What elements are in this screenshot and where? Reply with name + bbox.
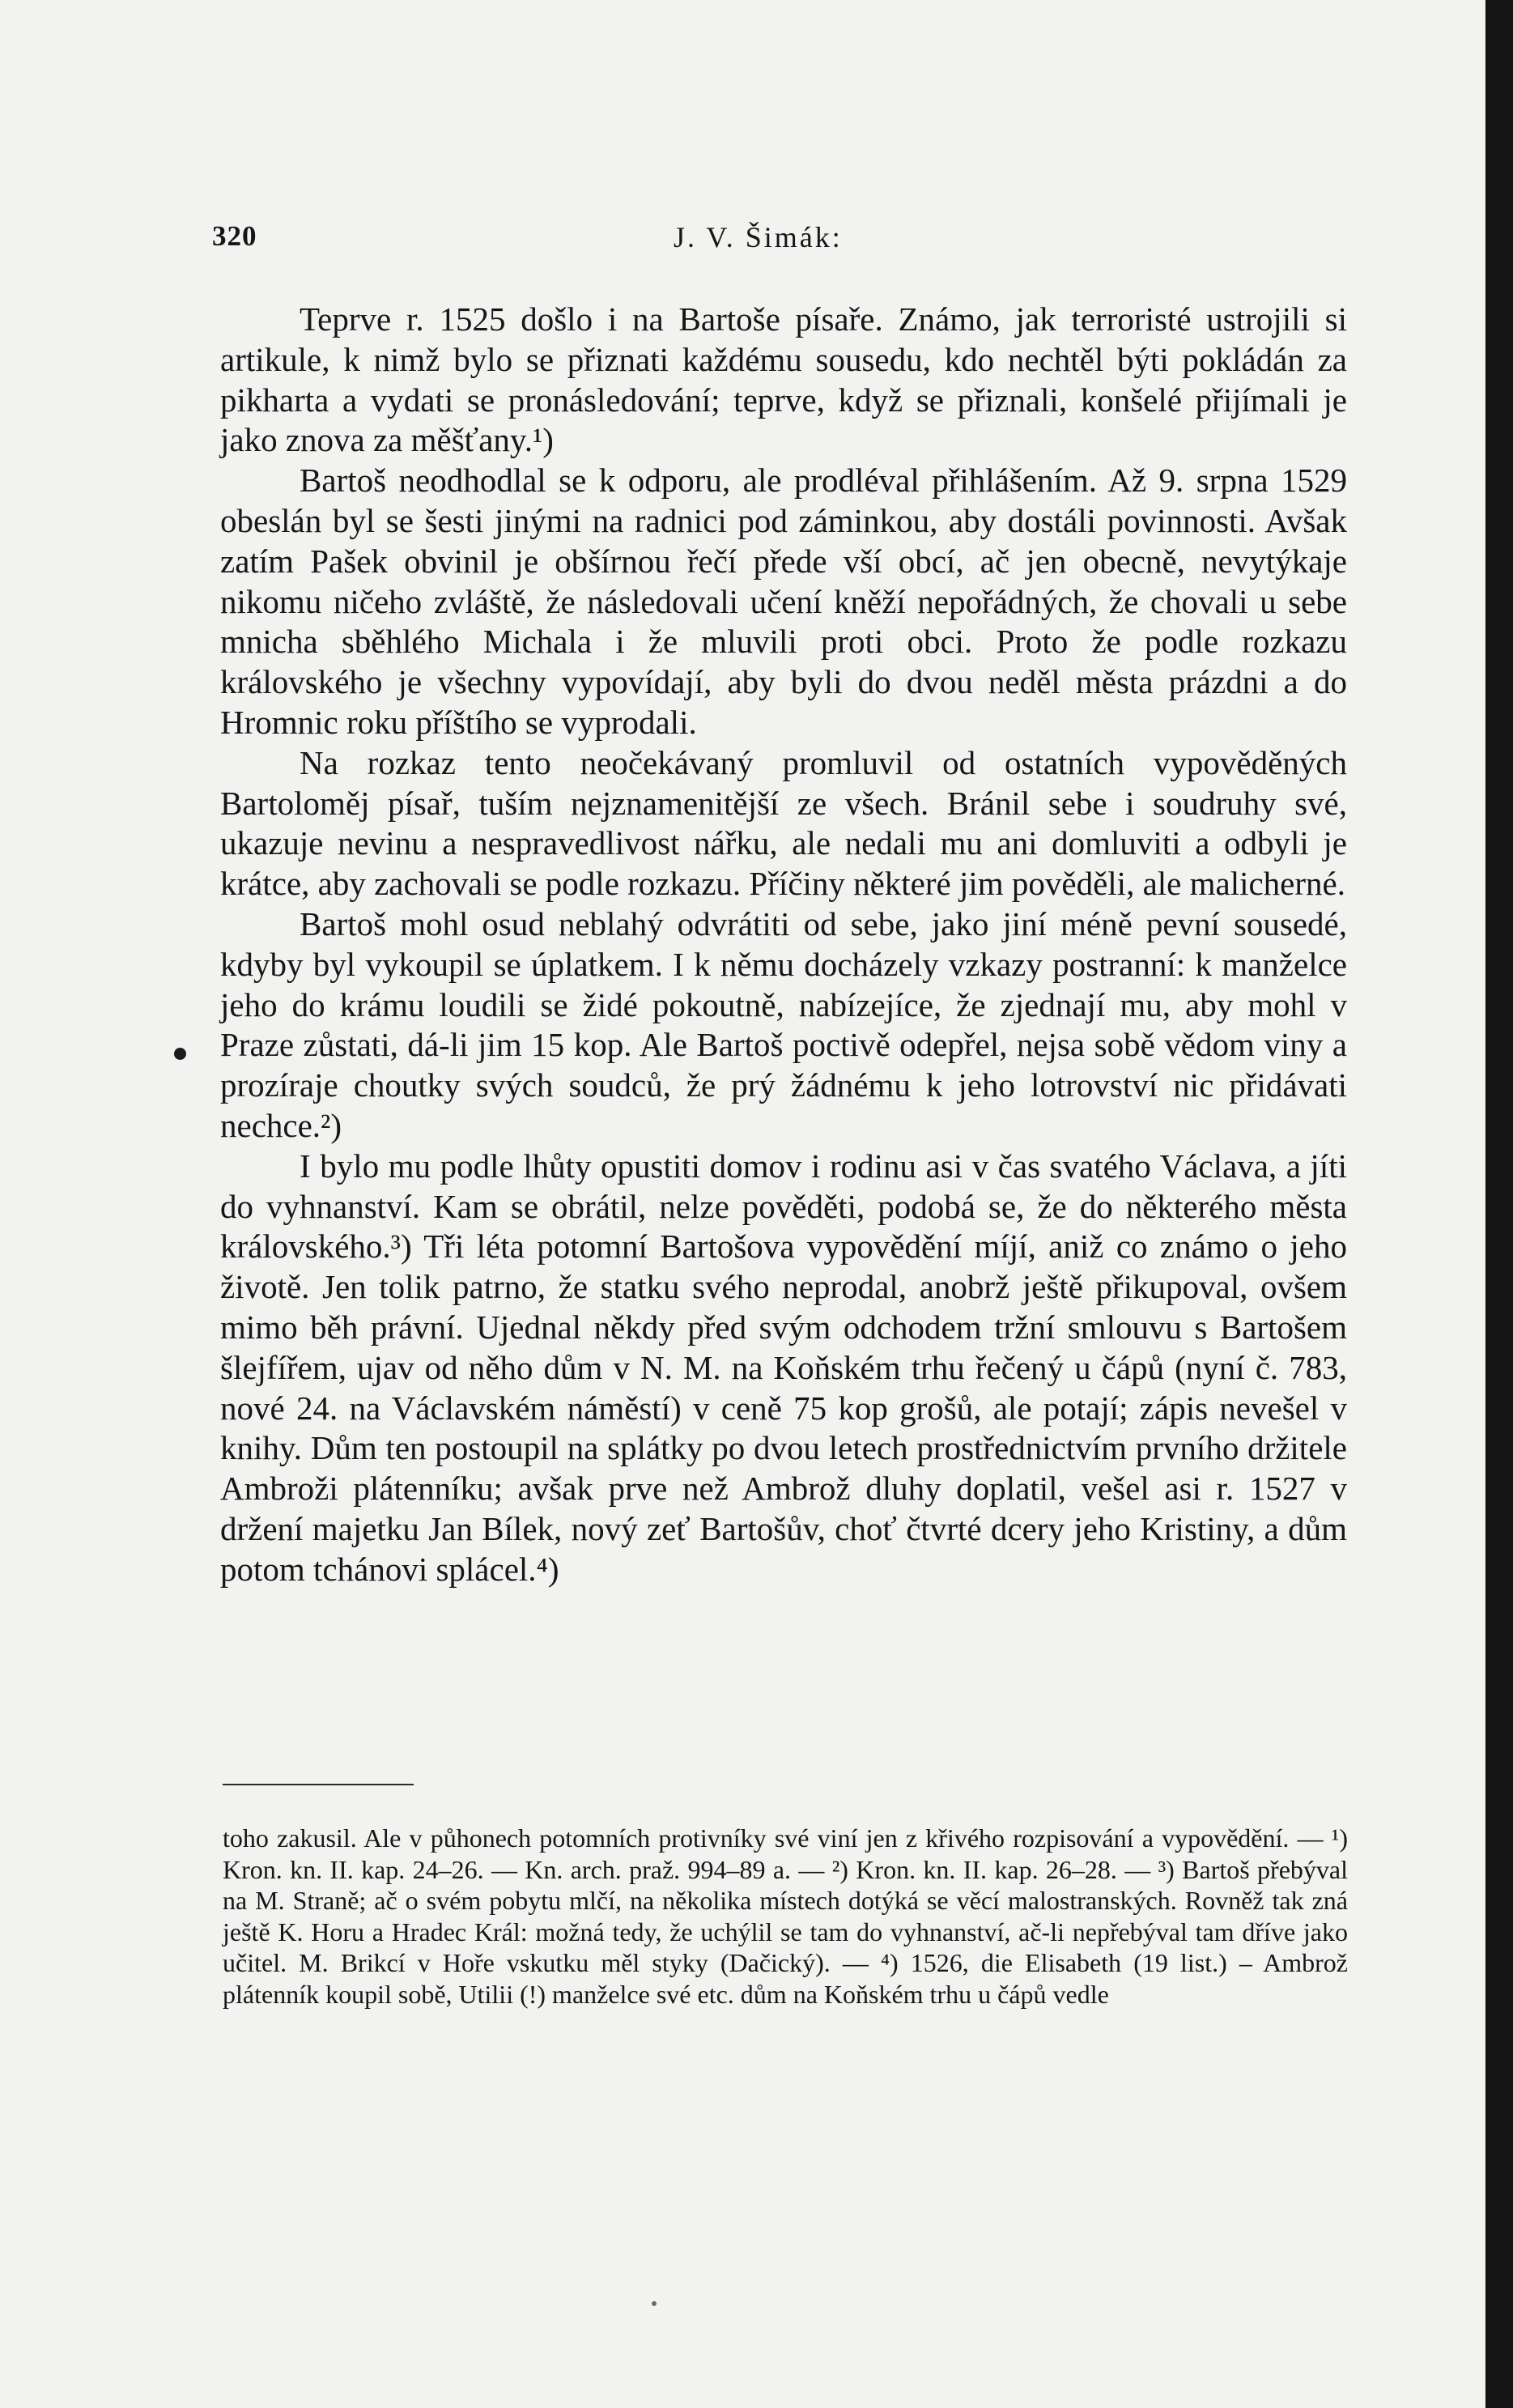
footnote-divider [223,1784,414,1785]
paragraph: I bylo mu podle lhůty opustiti domov i rodinu asi v čas svatého Václava, a jíti do vyhnanství. Kam se obrátil, nelze pověděti, podobá se, že do některého města královského.³) Tři léta potomní Bartošova vypovědění míjí, aniž co známo o jeho životě. Jen tolik patrno, že statku svého neprodal, anobrž ještě přikupoval, ovšem mimo běh právní. Ujednal někdy před svým odchodem tržní smlouvu s Bartošem šlejfířem, ujav od něho dům v N. M. na Koňském trhu řečený u čápů (nyní č. 783, nové 24. na Václavském náměstí) v ceně 75 kop grošů, ale potají; zápis nevešel v knihy. Dům ten postoupil na splátky po dvou letech prostřednictvím prvního držitele Ambroži plátenníku; avšak prve než Ambrož dluhy doplatil, vešel asi r. 1527 v držení majetku Jan Bílek, nový zeť Bartošův, choť čtvrté dcery jeho Kristiny, a dům potom tchánovi splácel.⁴) [220,1147,1347,1588]
footnotes [223,1823,1348,2010]
ink-speck-icon [652,2301,657,2306]
page-number: 320 [212,220,257,252]
paragraph: Bartoš mohl osud neblahý odvrátiti od sebe, jako jiní méně pevní sousedé, kdyby byl vykoupil se úplatkem. I k němu docházely vzkazy postranní: k manželce jeho do krámu loudili se židé pokoutně, nabízejíce, že zjednají mu, aby mohl v Praze zůstati, dá-li jim 15 kop. Ale Bartoš poctivě odepřel, nejsa sobě vědom viny a prozíraje choutky svých soudců, že prý žádnému k jeho lotrovství nic přidávati nechce.²) [220,904,1347,1144]
footnote-text: toho zakusil. Ale v půhonech potomních protivníky své viní jen z křivého rozpisování a vypovědění. — ¹) Kron. kn. II. kap. 24–26. — Kn. arch. praž. 994–89 a. — ²) Kron. kn. II. kap. 26–28. — ³) Bartoš přebýval na M. Straně; ač o svém pobytu mlčí, na několika místech dotýká se věcí malostranských. Rovněž tak zná ještě K. Horu a Hradec Král: možná tedy, že uchýlil se tam do vyhnanství, ač-li nepřebýval tam dříve jako učitel. M. Brikcí v Hoře vskutku měl styky (Dačický). — ⁴) 1526, die Elisabeth (19 list.) – Ambrož plátenník koupil sobě, Utilii (!) manželce své etc. dům na Koňském trhu u čápů vedle [223,1823,1348,2009]
paragraph: Teprve r. 1525 došlo i na Bartoše písaře. Známo, jak terroristé ustrojili si artikule, k nimž bylo se přiznati každému sousedu, kdo nechtěl býti pokládán za pikharta a vydati se pronásledování; teprve, když se přiznali, konšelé přijímali je jako znova za měšťany.¹) [220,300,1347,459]
running-title: J. V. Šimák: [674,221,843,253]
paragraph: Na rozkaz tento neočekávaný promluvil od ostatních vypověděných Bartoloměj písař, tuším nejznamenitější ze všech. Bránil sebe i soudruhy své, ukazuje nevinu a nespravedlivost nářku, ale nedali mu ani domluviti a odbyli je krátce, aby zachovali se podle rozkazu. Příčiny některé jim pověděli, ale malicherné. [220,743,1347,903]
main-text [220,300,1347,1590]
margin-mark-icon [174,1048,186,1060]
paragraph: Bartoš neodhodlal se k odporu, ale prodléval přihlášením. Až 9. srpna 1529 obeslán byl se šesti jinými na radnici pod záminkou, aby dostáli povinnosti. Avšak zatím Pašek obvinil je obšírnou řečí přede vší obcí, ač jen obecně, nevytýkaje nikomu ničeho zvláště, že následovali učení kněží nepořádných, že chovali u sebe mnicha sběhlého Michala i že mluvili proti obci. Proto že podle rozkazu královského je všechny vypovídají, aby byli do dvou neděl města prázdni a do Hromnic roku příštího se vyprodali. [220,462,1347,741]
page-header [212,220,1345,269]
